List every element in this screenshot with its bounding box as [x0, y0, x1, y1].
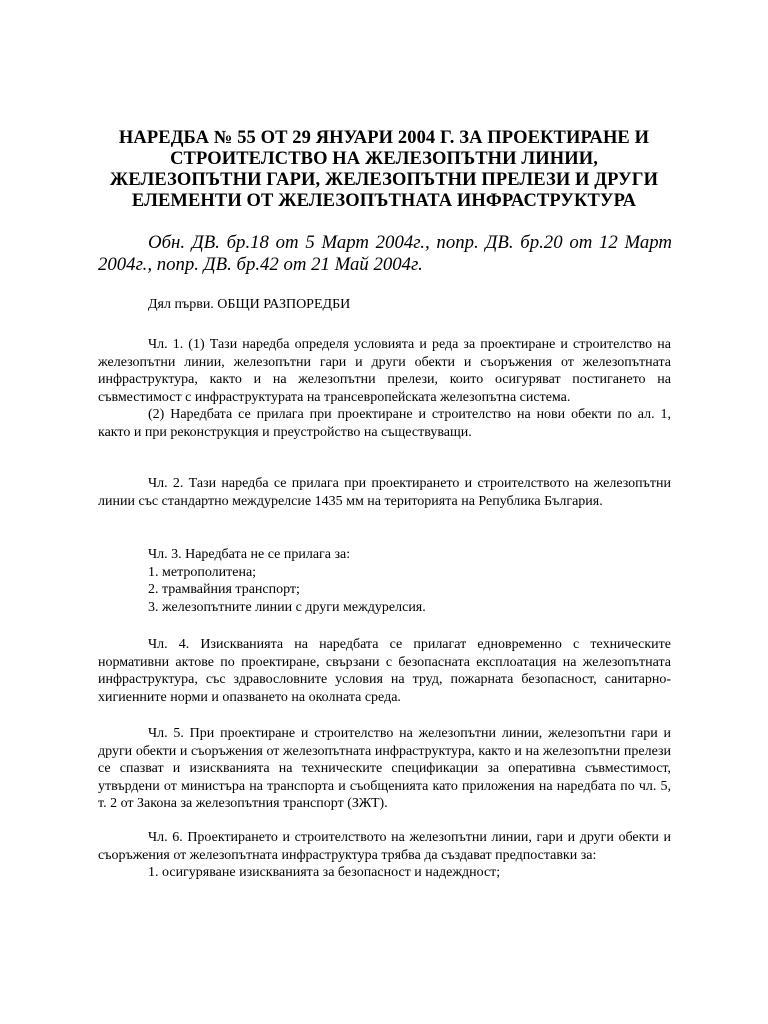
- article-1-paragraph-2: (2) Наредбата се прилага при проектиране и строителство на нови обекти по ал. 1, както и при реконструкция и преустройство на съществуващи.: [98, 407, 671, 440]
- article-3-intro: Чл. 3. Наредбата не се прилага за:: [148, 547, 351, 562]
- article-3: [98, 546, 671, 616]
- article-6-intro: Чл. 6. Проектирането и строителството на железопътни линии, гари и други обекти и съоръжения от железопътната инфраструктура трябва да създават предпоставки за:: [98, 830, 671, 863]
- article-5: [98, 725, 671, 813]
- document-title: НАРЕДБА № 55 ОТ 29 ЯНУАРИ 2004 Г. ЗА ПРОЕКТИРАНЕ И СТРОИТЕЛСТВО НА ЖЕЛЕЗОПЪТНИ ЛИНИИ, ЖЕЛЕЗОПЪТНИ ГАРИ, ЖЕЛЕЗОПЪТНИ ПРЕЛЕЗИ И ДРУГИ ЕЛЕМЕНТИ ОТ ЖЕЛЕЗОПЪТНАТА ИНФРАСТРУКТУРА: [109, 128, 659, 211]
- article-3-item-3: 3. железопътните линии с други междурелсия.: [148, 599, 426, 615]
- article-2: [98, 475, 671, 510]
- article-6-item-1: 1. осигуряване изискванията за безопасност и надеждност;: [148, 865, 501, 881]
- article-5-text: Чл. 5. При проектиране и строителство на железопътни линии, железопътни гари и други обекти и съоръжения от железопътната инфраструктура, както и на железопътни прелези се спазват и изискванията на техническите спецификации за оперативна съвместимост, утвърдени от министъра на транспорта и съобщенията като приложения на наредбата по чл. 5, т. 2 от Закона за железопътния транспорт (ЗЖТ).: [98, 726, 671, 812]
- publication-info: Обн. ДВ. бр.18 от 5 Март 2004г., попр. ДВ. бр.20 от 12 Март 2004г., попр. ДВ. бр.42 от 21 Май 2004г.: [98, 232, 672, 275]
- section-heading: Дял първи. ОБЩИ РАЗПОРЕДБИ: [148, 297, 351, 312]
- article-4: [98, 636, 671, 706]
- article-2-text: Чл. 2. Тази наредба се прилага при проектирането и строителството на железопътни линии със стандартно междурелсие 1435 мм на територията на Република България.: [98, 476, 671, 509]
- article-4-text: Чл. 4. Изискванията на наредбата се прилагат едновременно с техническите нормативни актове по проектиране, свързани с безопасната експлоатация на железопътната инфраструктура, със здравословните условия на труд, пожарната безопасност, санитарно-хигиенните норми и опазването на околната среда.: [98, 637, 671, 705]
- article-3-item-2: 2. трамвайния транспорт;: [148, 582, 300, 598]
- article-1: [98, 336, 671, 442]
- article-6: [98, 829, 671, 882]
- article-1-paragraph-1: Чл. 1. (1) Тази наредба определя условията и реда за проектиране и строителство на железопътни линии, железопътни гари и други обекти и съоръжения от железопътната инфраструктура, както и на железопътни прелези, които осигуряват постигането на съвместимост с инфраструктурата на трансевропейската железопътна система.: [98, 337, 671, 405]
- article-3-item-1: 1. метрополитена;: [148, 564, 257, 580]
